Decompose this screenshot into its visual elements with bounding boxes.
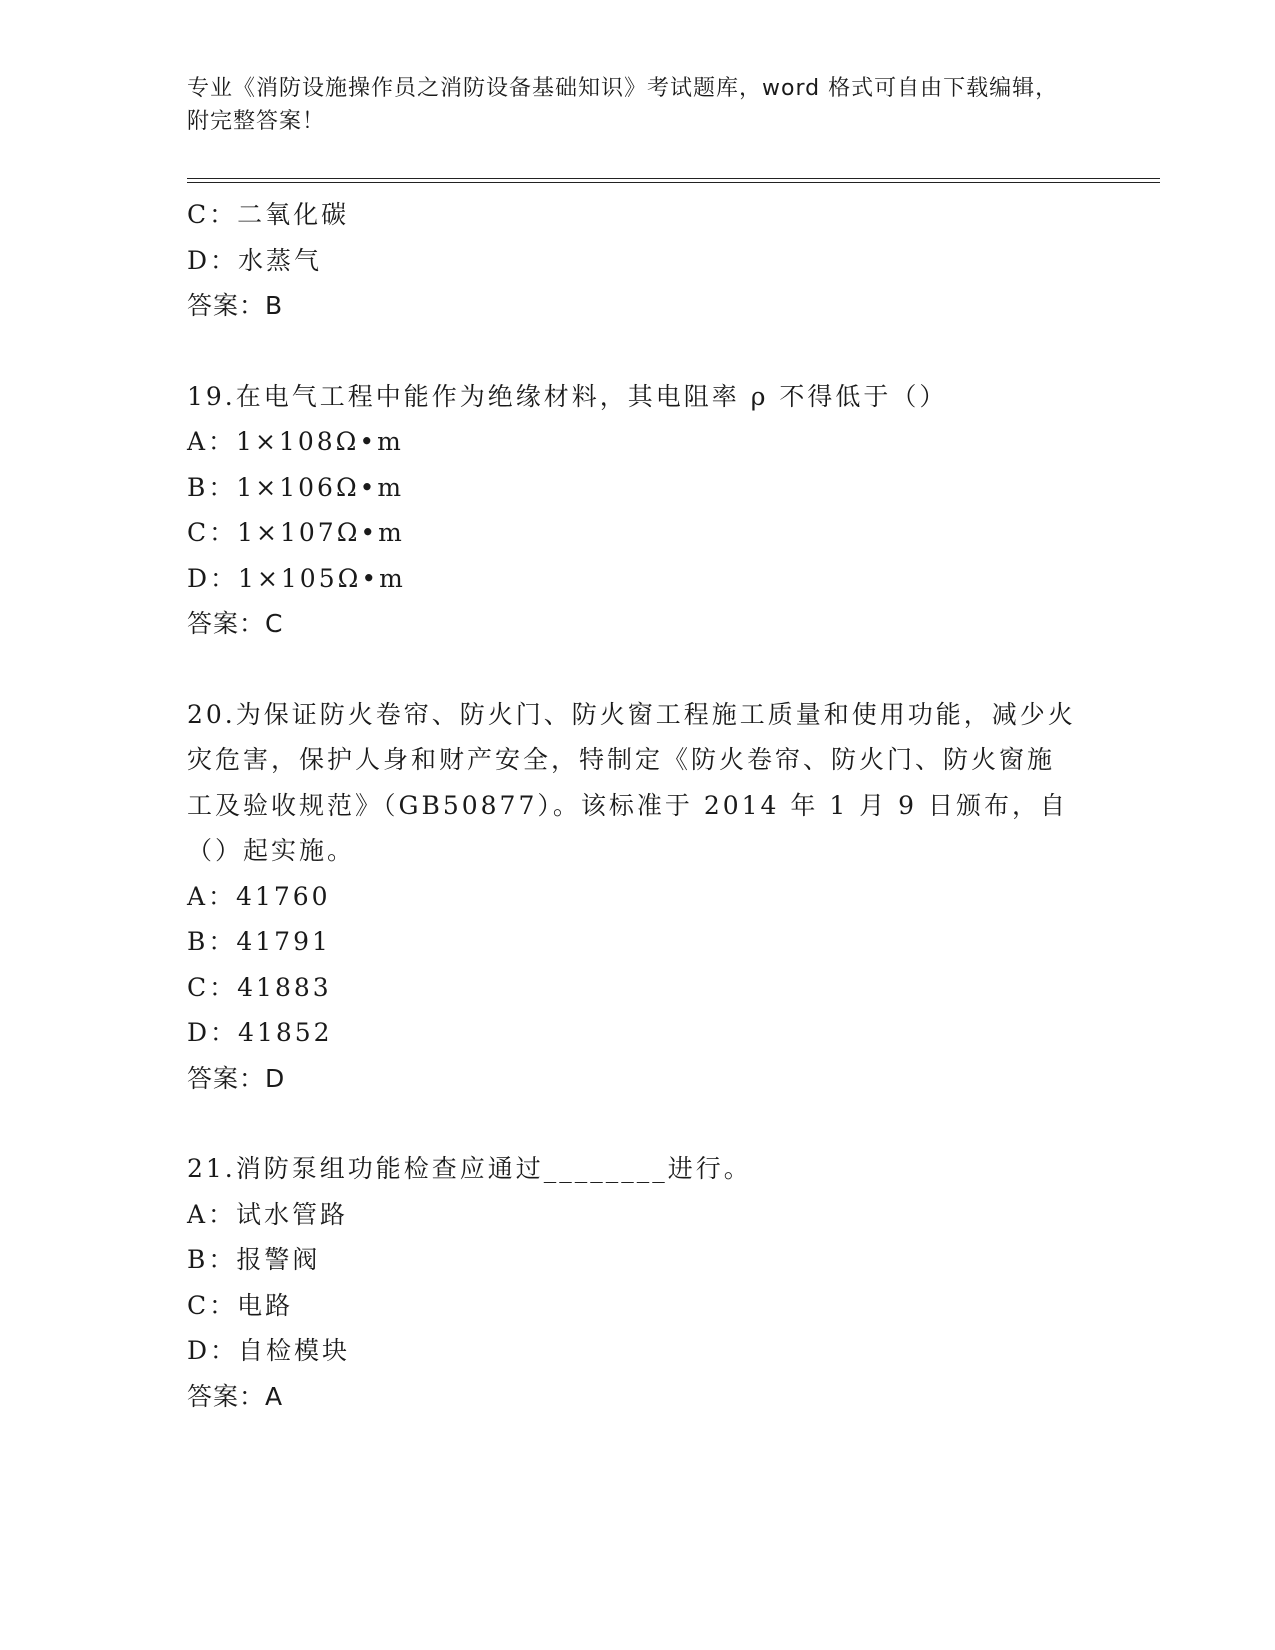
header-divider	[187, 178, 1160, 183]
answer-line: 答案：D	[187, 1063, 286, 1093]
answer-line: 答案：B	[187, 291, 284, 320]
question-20	[187, 692, 1087, 1102]
option-c: C：41883	[187, 972, 332, 1002]
question-19	[187, 374, 1087, 647]
option-a: A：41760	[187, 881, 331, 911]
option-d: D：自检模块	[187, 1336, 351, 1365]
answer-line: 答案：A	[187, 1381, 284, 1411]
question-list	[187, 192, 1087, 1419]
question-stem: 20.为保证防火卷帘、防火门、防火窗工程施工质量和使用功能，减少火灾危害，保护人身和财产安全，特制定《防火卷帘、防火门、防火窗施工及验收规范》（GB50877）。该标准于 2014 年 1 月 9 日颁布，自（）起实施。	[187, 699, 1076, 865]
option-d: D：1×105Ω•m	[187, 563, 406, 593]
option-b: B：1×106Ω•m	[187, 472, 405, 502]
option-d: D：41852	[187, 1018, 333, 1047]
option-b: B：报警阀	[187, 1245, 321, 1274]
page-header: 专业《消防设施操作员之消防设备基础知识》考试题库，word 格式可自由下载编辑，附完整答案！	[187, 76, 1059, 134]
option-a: A：1×108Ω•m	[187, 427, 404, 456]
question-stem: 19.在电气工程中能作为绝缘材料，其电阻率 ρ 不得低于（）	[187, 381, 948, 411]
question-18-continued	[187, 192, 1087, 329]
option-a: A：试水管路	[187, 1199, 349, 1229]
option-d: D：水蒸气	[187, 245, 323, 275]
question-stem: 21.消防泵组功能检查应通过________进行。	[187, 1154, 752, 1183]
option-c: C：电路	[187, 1290, 294, 1320]
option-c: C：二氧化碳	[187, 200, 350, 229]
answer-line: 答案：C	[187, 609, 284, 638]
option-b: B：41791	[187, 927, 331, 956]
option-c: C：1×107Ω•m	[187, 518, 405, 547]
question-21	[187, 1146, 1087, 1419]
